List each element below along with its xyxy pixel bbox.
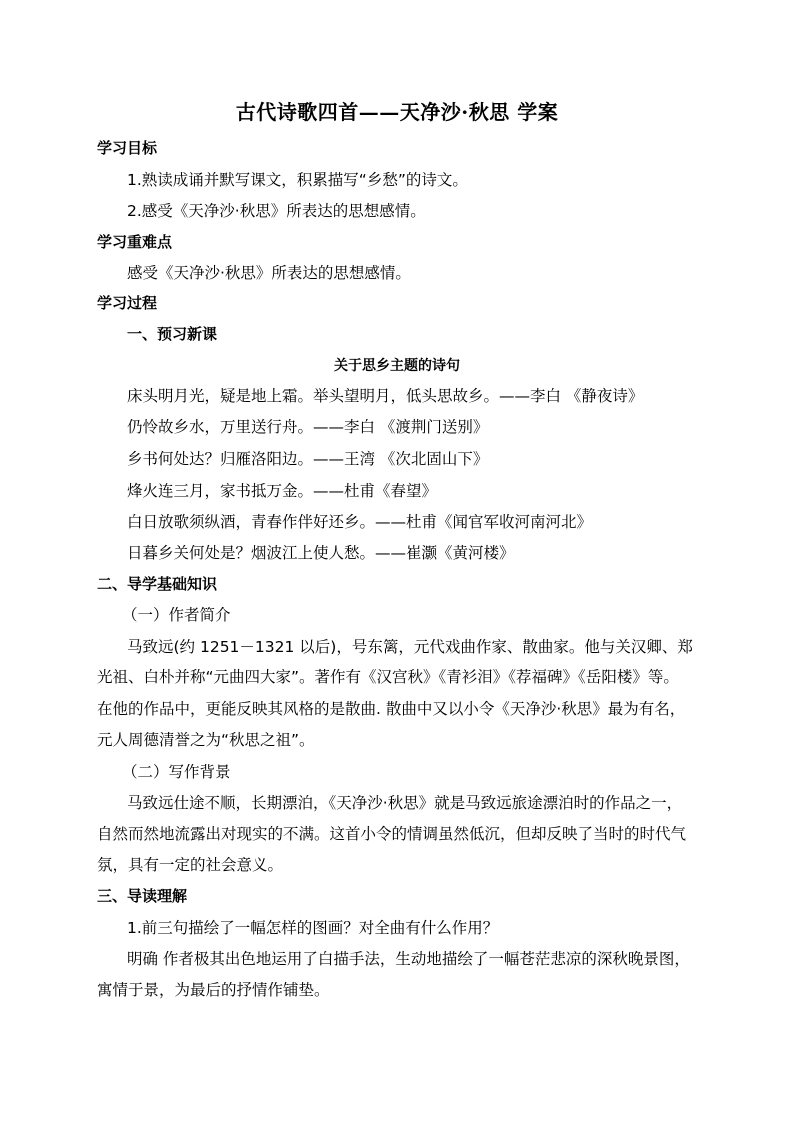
answer-1-line-2: 寓情于景，为最后的抒情作铺垫。 xyxy=(97,981,330,999)
poem-line-5: 白日放歌须纵酒，青春作伴好还乡。——杜甫《闻官军收河南河北》 xyxy=(127,513,593,531)
poem-line-1: 床头明月光，疑是地上霜。举头望明月，低头思故乡。——李白 《静夜诗》 xyxy=(127,387,644,405)
section-preview: 一、预习新课 xyxy=(127,325,218,343)
section-basics: 二、导学基础知识 xyxy=(97,575,218,593)
key-heading: 学习重难点 xyxy=(97,233,173,251)
goal-item-1: 1.熟读成诵并默写课文，积累描写“乡愁”的诗文。 xyxy=(127,171,468,189)
poem-line-2: 仍怜故乡水，万里送行舟。——李白 《渡荆门送别》 xyxy=(127,418,489,436)
answer-1-line-1: 明确 作者极其出色地运用了白描手法，生动地描绘了一幅苍茫悲凉的深秋晚景图， xyxy=(127,950,690,968)
sub-background: （二）写作背景 xyxy=(122,763,231,781)
poems-title: 关于思乡主题的诗句 xyxy=(334,358,460,374)
author-line-2: 光祖、白朴并称“元曲四大家”。著作有《汉宫秋》《青衫泪》《荐福碑》《岳阳楼》等。 xyxy=(97,668,679,686)
background-line-2: 自然而然地流露出对现实的不满。这首小令的情调虽然低沉，但却反映了当时的时代气 xyxy=(97,825,687,843)
question-1: 1.前三句描绘了一幅怎样的图画？对全曲有什么作用？ xyxy=(127,919,499,937)
key-item-1: 感受《天净沙·秋思》所表达的思想感情。 xyxy=(127,264,411,282)
background-line-1: 马致远仕途不顺，长期漂泊，《天净沙·秋思》就是马致远旅途漂泊时的作品之一， xyxy=(127,794,683,812)
section-reading: 三、导读理解 xyxy=(97,887,188,905)
document-title: 古代诗歌四首——天净沙·秋思 学案 xyxy=(235,100,559,124)
process-heading: 学习过程 xyxy=(97,294,158,312)
sub-author-intro: （一）作者简介 xyxy=(122,606,231,624)
poem-line-3: 乡书何处达？归雁洛阳边。——王湾 《次北固山下》 xyxy=(127,450,489,468)
background-line-3: 氛，具有一定的社会意义。 xyxy=(97,856,284,874)
author-line-3: 在他的作品中，更能反映其风格的是散曲. 散曲中又以小令《天净沙·秋思》最为有名， xyxy=(97,700,686,718)
goal-heading: 学习目标 xyxy=(97,139,158,157)
author-line-1: 马致远(约 1251－1321 以后)，号东篱，元代戏曲作家、散曲家。他与关汉卿、郑 xyxy=(127,638,693,656)
goal-item-2: 2.感受《天净沙·秋思》所表达的思想感情。 xyxy=(127,202,426,220)
poem-line-4: 烽火连三月，家书抵万金。——杜甫《春望》 xyxy=(127,482,438,500)
poem-line-6: 日暮乡关何处是？烟波江上使人愁。——崔灏《黄河楼》 xyxy=(127,544,515,562)
author-line-4: 元人周德清誉之为“秋思之祖”。 xyxy=(97,731,315,749)
